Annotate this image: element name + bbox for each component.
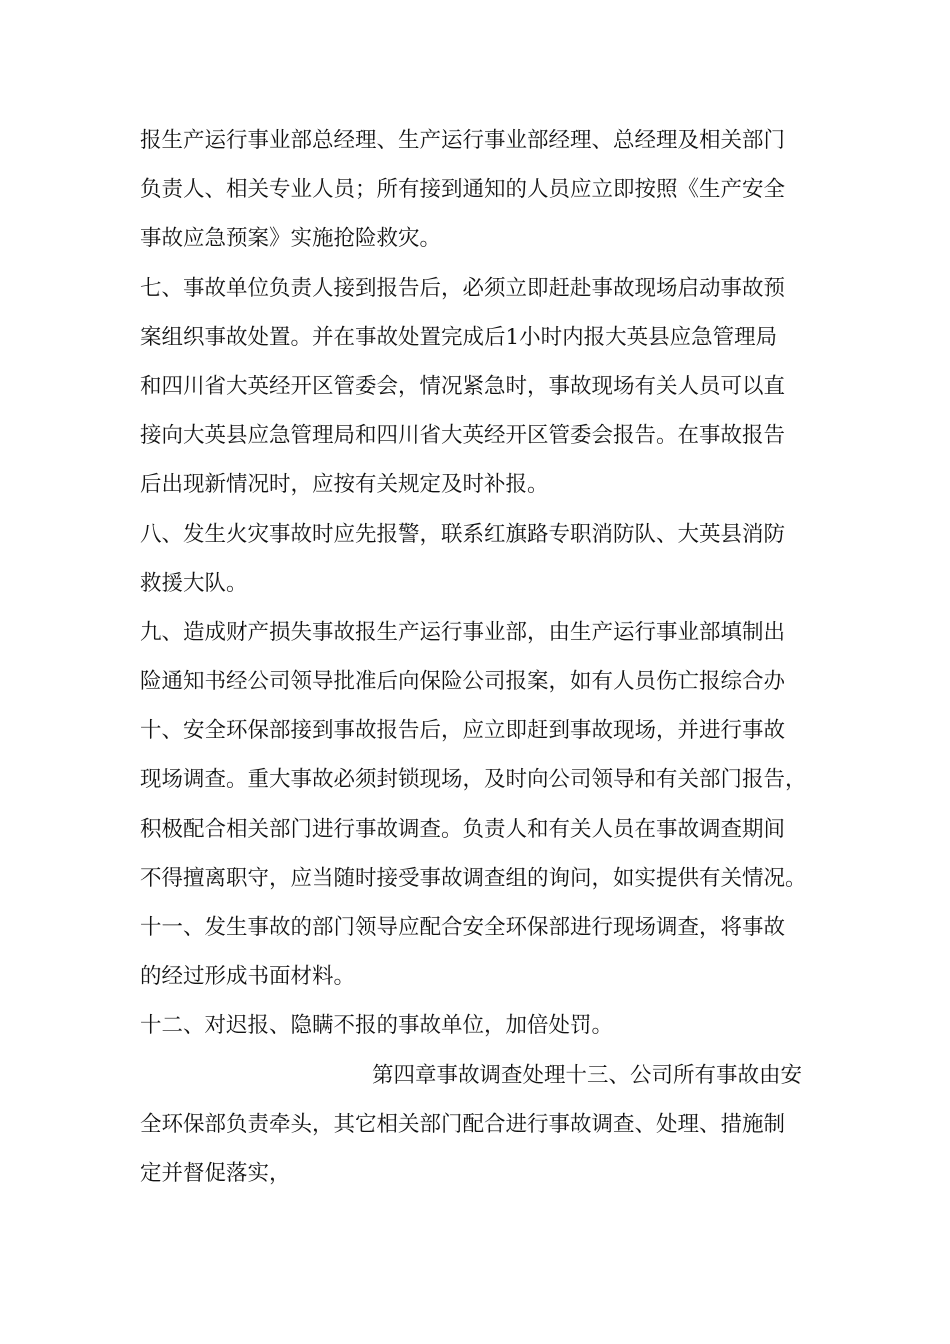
text-line: 负责人、相关专业人员；所有接到通知的人员应立即按照《生产安全 bbox=[140, 177, 786, 203]
text-line: 事故应急预案》实施抢险救灾。 bbox=[140, 226, 442, 252]
text-line: 定并督促落实， bbox=[140, 1160, 291, 1186]
document-body bbox=[140, 116, 820, 1198]
text-line: 不得擅离职守，应当随时接受事故调查组的询问，如实提供有关情况。 bbox=[140, 865, 807, 891]
text-line: 险通知书经公司领导批准后向保险公司报案，如有人员伤亡报综合办 bbox=[140, 669, 786, 695]
text-line: 八、发生火灾事故时应先报警，联系红旗路专职消防队、大英县消防 bbox=[140, 521, 786, 547]
text-line: 报生产运行事业部总经理、生产运行事业部经理、总经理及相关部门 bbox=[140, 128, 786, 153]
text-line: 积极配合相关部门进行事故调查。负责人和有关人员在事故调查期间 bbox=[140, 816, 786, 842]
text-line: 和四川省大英经开区管委会，情况紧急时，事故现场有关人员可以直 bbox=[140, 373, 786, 399]
text-line: 接向大英县应急管理局和四川省大英经开区管委会报告。在事故报告 bbox=[140, 423, 786, 449]
text-line: 救援大队。 bbox=[140, 570, 248, 596]
text-line: 的经过形成书面材料。 bbox=[140, 964, 356, 990]
text-line: 十二、对迟报、隐瞒不报的事故单位，加倍处罚。 bbox=[140, 1013, 614, 1039]
text-line: 全环保部负责牵头，其它相关部门配合进行事故调查、处理、措施制 bbox=[140, 1111, 786, 1137]
text-line: 后出现新情况时，应按有关规定及时补报。 bbox=[140, 472, 549, 498]
text-line: 七、事故单位负责人接到报告后，必须立即赶赴事故现场启动事故预 bbox=[140, 275, 786, 301]
chapter-heading-line: 第四章事故调查处理十三、公司所有事故由安 bbox=[372, 1062, 803, 1088]
text-line: 九、造成财产损失事故报生产运行事业部，由生产运行事业部填制出 bbox=[140, 619, 786, 645]
text-line: 十、安全环保部接到事故报告后，应立即赶到事故现场，并进行事故 bbox=[140, 718, 786, 744]
text-line: 案组织事故处置。并在事故处置完成后1小时内报大英县应急管理局 bbox=[140, 324, 778, 350]
text-line: 十一、发生事故的部门领导应配合安全环保部进行现场调查，将事故 bbox=[140, 915, 786, 940]
text-line: 现场调查。重大事故必须封锁现场，及时向公司领导和有关部门报告， bbox=[140, 767, 807, 793]
